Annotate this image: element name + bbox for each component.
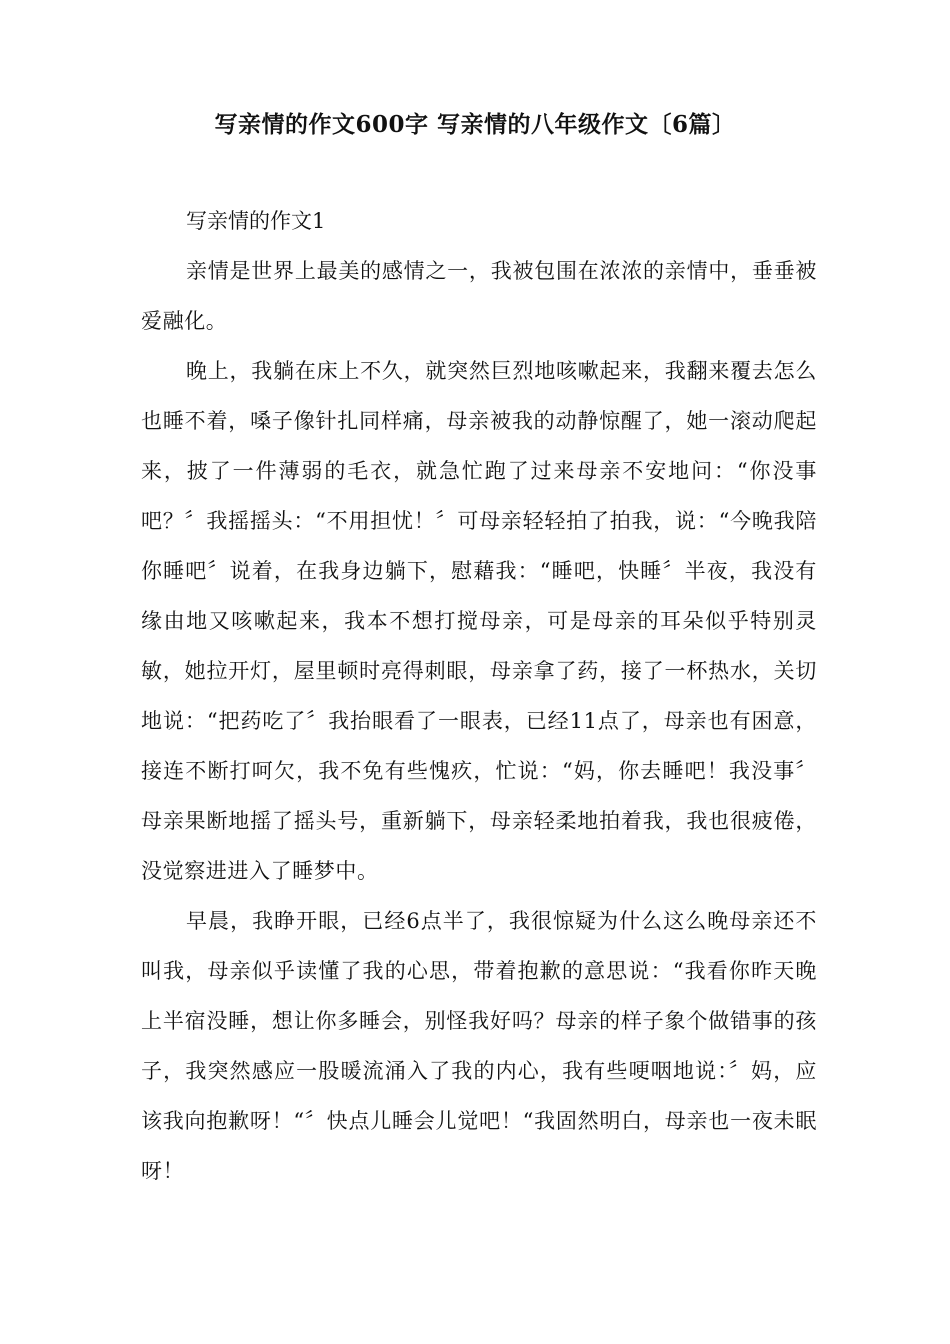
- paragraph-1: 亲情是世界上最美的感情之一，我被包围在浓浓的亲情中，垂垂被爱融化。: [141, 259, 817, 333]
- paragraph-2: 晚上，我躺在床上不久，就突然巨烈地咳嗽起来，我翻来覆去怎么也睡不着，嗓子像针扎同样痛，母亲被我的动静惊醒了，她一滚动爬起来，披了一件薄弱的毛衣，就急忙跑了过来母亲不安地问：“你没事吧？〞我摇摇头：“不用担忧！〞可母亲轻轻拍了拍我，说：“今晚我陪你睡吧〞说着，在我身边躺下，慰藉我：“睡吧，快睡〞半夜，我没有缘由地又咳嗽起来，我本不想打搅母亲，可是母亲的耳朵似乎特别灵敏，她拉开灯，屋里顿时亮得刺眼，母亲拿了药，接了一杯热水，关切地说：“把药吃了〞我抬眼看了一眼表，已经11点了，母亲也有困意，接连不断打呵欠，我不免有些愧疚，忙说：“妈，你去睡吧！我没事〞母亲果断地摇了摇头号，重新躺下，母亲轻柔地拍着我，我也很疲倦，没觉察进进入了睡梦中。: [141, 359, 817, 883]
- paragraph-3: 早晨，我睁开眼，已经6点半了，我很惊疑为什么这么晚母亲还不叫我，母亲似乎读懂了我的心思，带着抱歉的意思说：“我看你昨天晚上半宿没睡，想让你多睡会，别怪我好吗？母亲的样子象个做错事的孩子，我突然感应一股暖流涌入了我的内心，我有些哽咽地说：〞妈，应该我向抱歉呀！“〞快点儿睡会儿觉吧！“我固然明白，母亲也一夜未眠呀！: [141, 909, 817, 1183]
- document-body: [141, 196, 817, 1196]
- document-title: 写亲情的作文600字 写亲情的八年级作文〔6篇〕: [214, 111, 736, 138]
- section-heading: 写亲情的作文1: [186, 209, 326, 233]
